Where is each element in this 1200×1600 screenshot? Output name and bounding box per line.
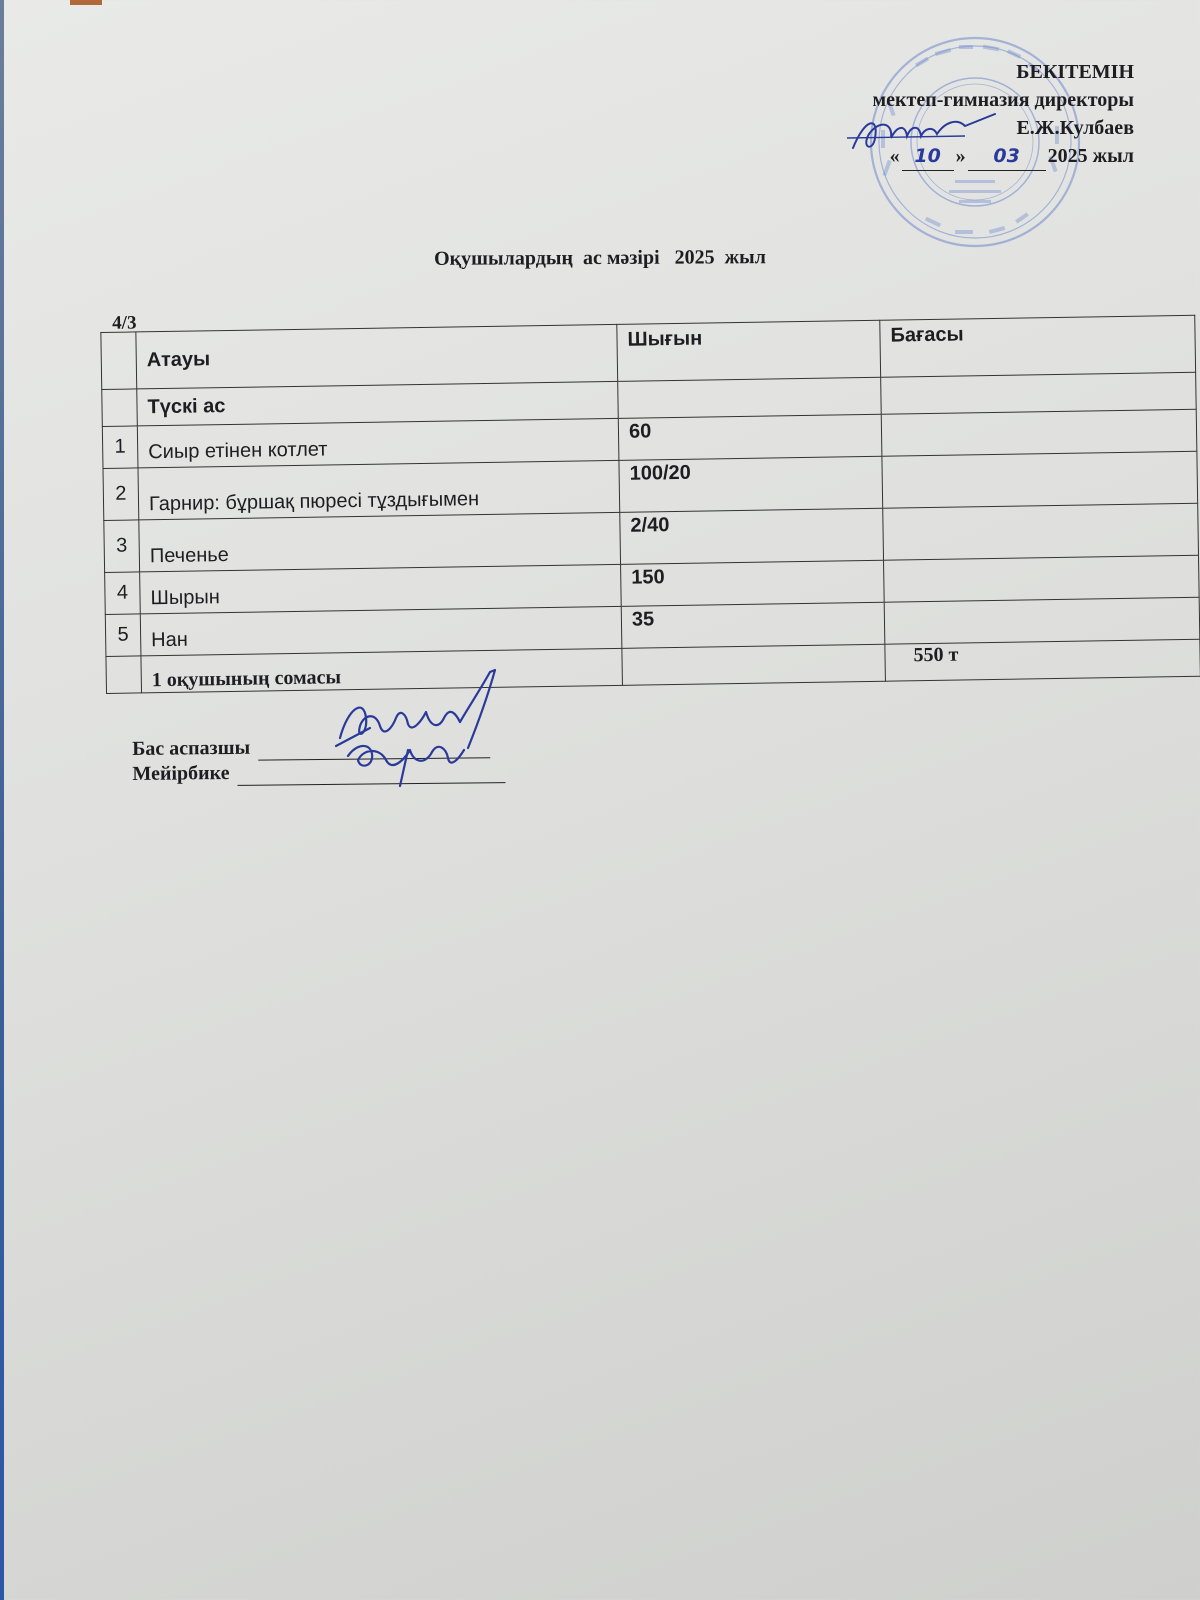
row-amount: 150 [621,560,885,606]
row-price [884,597,1200,644]
quote-open: « [889,145,900,167]
director-signature [845,108,1000,160]
approval-month: 03 [968,142,1046,171]
row-amount: 2/40 [620,508,884,564]
menu-code: 4/3 [112,312,137,334]
section-price [881,372,1197,414]
section-num [102,389,138,427]
approval-name: Е.Ж.Кулбаев [1016,117,1134,139]
cook-label: Бас аспазшы [132,736,251,760]
section-amount [618,377,882,418]
row-amount: 60 [618,414,882,460]
menu-table [100,315,1200,694]
approval-heading: БЕКІТЕМІН [1016,61,1134,83]
row-amount: 35 [621,602,885,648]
menu-table-wrap [100,293,1195,692]
row-num: 4 [105,572,141,615]
header-num [101,332,137,390]
total-price: 550 т [885,639,1200,681]
page-title: Оқушылардың ас мәзірі 2025 жыл [433,246,767,270]
total-label: 1 оқушының сомасы [141,648,623,693]
approval-position: мектеп-гимназия директоры [872,89,1134,111]
corner-mark [70,0,102,5]
row-price [882,451,1198,508]
row-num: 2 [103,468,139,521]
row-num: 1 [102,426,138,469]
row-amount: 100/20 [619,456,883,512]
quote-close: » [955,145,966,167]
header-amount: Шығын [617,320,881,381]
nurse-label: Мейірбике [132,761,230,785]
approval-day: 10 [902,142,954,171]
left-edge [0,0,4,1600]
row-num: 3 [104,520,140,573]
row-name: Нан [140,606,622,656]
total-amount [622,644,886,685]
row-name: Шырын [140,564,622,614]
row-name: Печенье [139,512,621,572]
row-price [884,555,1200,602]
row-price [883,503,1199,560]
cook-signature [330,668,515,790]
header-price: Бағасы [880,315,1196,377]
row-price [881,409,1197,456]
section-label: Түскі ас [137,381,619,426]
approval-year: 2025 жыл [1047,145,1134,167]
total-num [106,656,142,694]
row-name: Гарнир: бұршақ пюресі тұздығымен [138,460,620,520]
row-name: Сиыр етінен котлет [137,418,619,468]
row-num: 5 [105,614,141,657]
header-name: Атауы [136,324,618,389]
